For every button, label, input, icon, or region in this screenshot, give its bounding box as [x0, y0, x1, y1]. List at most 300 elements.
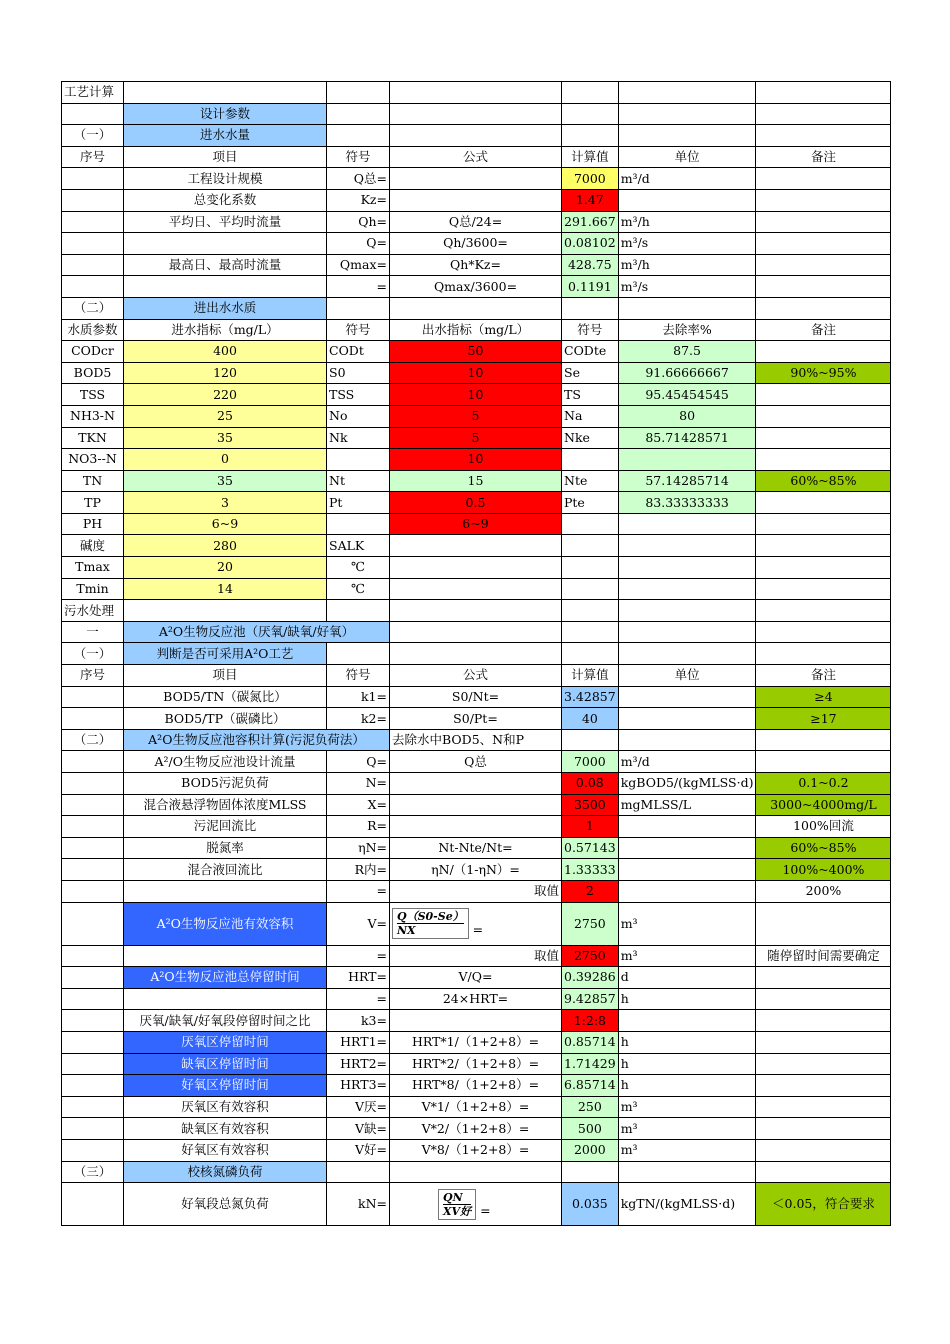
formula-cell[interactable]: 取值	[390, 945, 562, 967]
symbol-cell[interactable]: HRT3=	[327, 1075, 390, 1097]
cell[interactable]	[756, 233, 891, 255]
cell[interactable]	[124, 276, 327, 298]
symbol-cell[interactable]: TS	[562, 384, 619, 406]
param-cell[interactable]: NO3--N	[62, 449, 124, 471]
section-number[interactable]: （一）	[62, 643, 124, 665]
cell[interactable]	[562, 513, 619, 535]
unit-cell[interactable]: kgBOD5/(kgMLSS·d)	[618, 773, 756, 795]
formula-cell[interactable]: HRT*1/（1+2+8）=	[390, 1031, 562, 1053]
symbol-cell[interactable]: Q=	[327, 751, 390, 773]
cell[interactable]	[390, 643, 562, 665]
value-cell[interactable]: 0.08102	[562, 233, 619, 255]
param-cell[interactable]: NH3-N	[62, 405, 124, 427]
cell[interactable]	[756, 168, 891, 190]
cell[interactable]	[618, 557, 756, 579]
cell[interactable]	[756, 276, 891, 298]
cell[interactable]	[562, 449, 619, 471]
cell[interactable]	[62, 859, 124, 881]
cell[interactable]	[62, 1031, 124, 1053]
cell[interactable]	[390, 189, 562, 211]
cell[interactable]	[618, 859, 756, 881]
cell[interactable]	[618, 708, 756, 730]
item-cell[interactable]: BOD5/TP（碳磷比）	[124, 708, 327, 730]
cell[interactable]	[390, 168, 562, 190]
value-cell[interactable]: 2	[562, 880, 619, 902]
cell[interactable]	[327, 513, 390, 535]
header-cell[interactable]: 计算值	[562, 146, 619, 168]
unit-cell[interactable]: m³/s	[618, 276, 756, 298]
removal-cell[interactable]: 87.5	[618, 341, 756, 363]
cell[interactable]	[327, 1161, 390, 1183]
effluent-cell[interactable]: 5	[390, 405, 562, 427]
cell[interactable]	[62, 773, 124, 795]
cell[interactable]	[756, 578, 891, 600]
cell[interactable]	[62, 967, 124, 989]
header-cell[interactable]: 去除率%	[618, 319, 756, 341]
value-cell[interactable]: 40	[562, 708, 619, 730]
cell[interactable]	[124, 600, 327, 622]
value-cell[interactable]: 1.47	[562, 189, 619, 211]
value-cell[interactable]: 6.85714	[562, 1075, 619, 1097]
cell[interactable]	[327, 125, 390, 147]
cell[interactable]	[62, 686, 124, 708]
formula-cell[interactable]: V*2/（1+2+8）=	[390, 1118, 562, 1140]
header-cell[interactable]: 出水指标（mg/L）	[390, 319, 562, 341]
cell[interactable]	[62, 233, 124, 255]
value-cell[interactable]: 2750	[562, 945, 619, 967]
symbol-cell[interactable]: Nte	[562, 470, 619, 492]
cell[interactable]	[618, 103, 756, 125]
cell[interactable]	[62, 1118, 124, 1140]
value-cell[interactable]: 3.42857	[562, 686, 619, 708]
symbol-cell[interactable]: V好=	[327, 1139, 390, 1161]
cell[interactable]	[618, 125, 756, 147]
cell[interactable]	[124, 233, 327, 255]
header-cell[interactable]: 项目	[124, 665, 327, 687]
cell[interactable]	[562, 125, 619, 147]
cell[interactable]	[124, 988, 327, 1010]
cell[interactable]	[62, 880, 124, 902]
value-cell[interactable]: 250	[562, 1096, 619, 1118]
cell[interactable]	[62, 211, 124, 233]
symbol-cell[interactable]: kN=	[327, 1183, 390, 1226]
symbol-cell[interactable]: S0	[327, 362, 390, 384]
cell[interactable]	[390, 1161, 562, 1183]
influent-cell[interactable]: 3	[124, 492, 327, 514]
cell[interactable]	[62, 708, 124, 730]
param-cell[interactable]: TKN	[62, 427, 124, 449]
cell[interactable]	[62, 902, 124, 945]
cell[interactable]	[618, 729, 756, 751]
effluent-cell[interactable]: 10	[390, 362, 562, 384]
param-cell[interactable]: Tmin	[62, 578, 124, 600]
param-cell[interactable]: PH	[62, 513, 124, 535]
symbol-cell[interactable]: CODte	[562, 341, 619, 363]
value-cell[interactable]: 7000	[562, 751, 619, 773]
cell[interactable]	[62, 816, 124, 838]
formula-cell[interactable]: Qh*Kz=	[390, 254, 562, 276]
effluent-cell[interactable]: 15	[390, 470, 562, 492]
cell[interactable]	[562, 557, 619, 579]
unit-cell[interactable]: d	[618, 967, 756, 989]
unit-cell[interactable]: h	[618, 1031, 756, 1053]
cell[interactable]	[62, 1096, 124, 1118]
remark-cell[interactable]: 随停留时间需要确定	[756, 945, 891, 967]
symbol-cell[interactable]: R=	[327, 816, 390, 838]
symbol-cell[interactable]: =	[327, 880, 390, 902]
removal-cell[interactable]: 83.33333333	[618, 492, 756, 514]
symbol-cell[interactable]: V缺=	[327, 1118, 390, 1140]
value-cell[interactable]: 0.85714	[562, 1031, 619, 1053]
unit-cell[interactable]: m³/h	[618, 211, 756, 233]
symbol-cell[interactable]: =	[327, 276, 390, 298]
influent-cell[interactable]: 400	[124, 341, 327, 363]
cell[interactable]	[562, 1161, 619, 1183]
cell[interactable]	[756, 988, 891, 1010]
cell[interactable]	[756, 1161, 891, 1183]
cell[interactable]	[62, 1053, 124, 1075]
cell[interactable]	[62, 1010, 124, 1032]
remark-cell[interactable]: ＜0.05，符合要求	[756, 1183, 891, 1226]
item-cell[interactable]: A²O生物反应池有效容积	[124, 902, 327, 945]
item-cell[interactable]: 平均日、平均时流量	[124, 211, 327, 233]
cell[interactable]	[618, 643, 756, 665]
section-heading[interactable]: 校核氮磷负荷	[124, 1161, 327, 1183]
cell[interactable]	[62, 988, 124, 1010]
value-cell[interactable]: 1.71429	[562, 1053, 619, 1075]
cell[interactable]	[62, 1139, 124, 1161]
section-number[interactable]: （三）	[62, 1161, 124, 1183]
value-cell[interactable]: 1.33333	[562, 859, 619, 881]
cell[interactable]	[618, 513, 756, 535]
header-cell[interactable]: 符号	[327, 665, 390, 687]
symbol-cell[interactable]: Qmax=	[327, 254, 390, 276]
symbol-cell[interactable]: Nke	[562, 427, 619, 449]
cell[interactable]	[618, 816, 756, 838]
symbol-cell[interactable]: CODt	[327, 341, 390, 363]
cell[interactable]	[618, 297, 756, 319]
item-cell[interactable]: A²O生物反应池总停留时间	[124, 967, 327, 989]
cell[interactable]	[562, 600, 619, 622]
remark-cell[interactable]: 90%~95%	[756, 362, 891, 384]
value-cell[interactable]: 9.42857	[562, 988, 619, 1010]
cell[interactable]	[756, 1139, 891, 1161]
cell[interactable]	[756, 492, 891, 514]
cell[interactable]	[62, 254, 124, 276]
formula-cell[interactable]: Q总	[390, 751, 562, 773]
cell[interactable]	[756, 643, 891, 665]
symbol-cell[interactable]: Nt	[327, 470, 390, 492]
cell[interactable]	[62, 1075, 124, 1097]
cell[interactable]	[562, 297, 619, 319]
formula-cell[interactable]: V*1/（1+2+8）=	[390, 1096, 562, 1118]
cell[interactable]	[756, 297, 891, 319]
item-cell[interactable]: 混合液悬浮物固体浓度MLSS	[124, 794, 327, 816]
remark-cell[interactable]: ≥17	[756, 708, 891, 730]
cell[interactable]	[618, 535, 756, 557]
cell[interactable]	[756, 1010, 891, 1032]
cell[interactable]	[756, 449, 891, 471]
cell[interactable]	[756, 1053, 891, 1075]
section-heading[interactable]: 进水水量	[124, 125, 327, 147]
cell[interactable]	[562, 621, 619, 643]
formula-cell[interactable]: ηN/（1-ηN）=	[390, 859, 562, 881]
header-cell[interactable]: 项目	[124, 146, 327, 168]
cell[interactable]	[390, 816, 562, 838]
value-cell[interactable]: 0.1191	[562, 276, 619, 298]
cell[interactable]	[62, 103, 124, 125]
unit-cell[interactable]: mgMLSS/L	[618, 794, 756, 816]
section-heading[interactable]: 判断是否可采用A²O工艺	[124, 643, 327, 665]
cell[interactable]	[756, 535, 891, 557]
unit-cell[interactable]: m³	[618, 902, 756, 945]
cell[interactable]	[390, 82, 562, 104]
unit-cell[interactable]: h	[618, 1053, 756, 1075]
symbol-cell[interactable]: V=	[327, 902, 390, 945]
cell[interactable]	[327, 600, 390, 622]
formula-cell[interactable]: Qh/3600=	[390, 233, 562, 255]
value-cell[interactable]: 7000	[562, 168, 619, 190]
effluent-cell[interactable]: 10	[390, 384, 562, 406]
cell[interactable]	[562, 535, 619, 557]
cell[interactable]	[756, 189, 891, 211]
influent-cell[interactable]: 20	[124, 557, 327, 579]
value-cell[interactable]: 0.57143	[562, 837, 619, 859]
section-number[interactable]: （二）	[62, 297, 124, 319]
item-cell[interactable]: 缺氧区停留时间	[124, 1053, 327, 1075]
section-number[interactable]: （一）	[62, 125, 124, 147]
header-cell[interactable]: 计算值	[562, 665, 619, 687]
item-cell[interactable]: 混合液回流比	[124, 859, 327, 881]
formula-cell[interactable]: V*8/（1+2+8）=	[390, 1139, 562, 1161]
item-cell[interactable]: BOD5/TN（碳氮比）	[124, 686, 327, 708]
param-cell[interactable]: TP	[62, 492, 124, 514]
cell[interactable]	[756, 82, 891, 104]
formula-cell[interactable]: 24×HRT=	[390, 988, 562, 1010]
cell[interactable]	[390, 794, 562, 816]
item-cell[interactable]: 好氧段总氮负荷	[124, 1183, 327, 1226]
value-cell[interactable]: 428.75	[562, 254, 619, 276]
formula-cell[interactable]: Qmax/3600=	[390, 276, 562, 298]
cell[interactable]	[390, 578, 562, 600]
item-cell[interactable]: 厌氧区有效容积	[124, 1096, 327, 1118]
cell[interactable]	[756, 600, 891, 622]
symbol-cell[interactable]: Nk	[327, 427, 390, 449]
header-cell[interactable]: 备注	[756, 665, 891, 687]
cell[interactable]	[756, 405, 891, 427]
symbol-cell[interactable]: ηN=	[327, 837, 390, 859]
cell[interactable]	[756, 751, 891, 773]
cell[interactable]	[756, 427, 891, 449]
cell[interactable]	[618, 880, 756, 902]
symbol-cell[interactable]: Qh=	[327, 211, 390, 233]
value-cell[interactable]: 2750	[562, 902, 619, 945]
param-cell[interactable]: 碱度	[62, 535, 124, 557]
cell[interactable]	[756, 1031, 891, 1053]
symbol-cell[interactable]: ℃	[327, 578, 390, 600]
effluent-cell[interactable]: 6~9	[390, 513, 562, 535]
cell[interactable]	[618, 837, 756, 859]
cell[interactable]	[390, 621, 562, 643]
removal-cell[interactable]: 80	[618, 405, 756, 427]
cell[interactable]	[327, 643, 390, 665]
cell[interactable]	[756, 902, 891, 945]
influent-cell[interactable]: 14	[124, 578, 327, 600]
header-cell[interactable]: 符号	[327, 146, 390, 168]
cell[interactable]	[62, 751, 124, 773]
item-cell[interactable]: A²/O生物反应池设计流量	[124, 751, 327, 773]
section-number[interactable]: 一	[62, 621, 124, 643]
removal-cell[interactable]: 85.71428571	[618, 427, 756, 449]
param-cell[interactable]: TN	[62, 470, 124, 492]
cell[interactable]	[62, 945, 124, 967]
remark-cell[interactable]: 100%回流	[756, 816, 891, 838]
symbol-cell[interactable]: =	[327, 945, 390, 967]
cell[interactable]	[562, 729, 619, 751]
cell[interactable]	[327, 297, 390, 319]
item-cell[interactable]: 厌氧区停留时间	[124, 1031, 327, 1053]
unit-cell[interactable]: m³	[618, 1096, 756, 1118]
value-cell[interactable]: 1:2:8	[562, 1010, 619, 1032]
header-cell[interactable]: 单位	[618, 665, 756, 687]
remark-cell[interactable]: ≥4	[756, 686, 891, 708]
symbol-cell[interactable]: ℃	[327, 557, 390, 579]
formula-cell[interactable]: S0/Nt=	[390, 686, 562, 708]
cell[interactable]	[327, 103, 390, 125]
value-cell[interactable]: 0.035	[562, 1183, 619, 1226]
cell[interactable]	[390, 297, 562, 319]
cell[interactable]	[618, 449, 756, 471]
cell[interactable]	[756, 211, 891, 233]
cell[interactable]	[390, 773, 562, 795]
cell[interactable]	[124, 880, 327, 902]
symbol-cell[interactable]: TSS	[327, 384, 390, 406]
header-cell[interactable]: 备注	[756, 146, 891, 168]
remark-cell[interactable]: 60%~85%	[756, 470, 891, 492]
symbol-cell[interactable]: Se	[562, 362, 619, 384]
section-number[interactable]: （二）	[62, 729, 124, 751]
cell[interactable]	[756, 254, 891, 276]
removal-cell[interactable]: 91.66666667	[618, 362, 756, 384]
influent-cell[interactable]: 25	[124, 405, 327, 427]
symbol-cell[interactable]: SALK	[327, 535, 390, 557]
header-cell[interactable]: 水质参数	[62, 319, 124, 341]
symbol-cell[interactable]: k2=	[327, 708, 390, 730]
cell[interactable]	[327, 82, 390, 104]
symbol-cell[interactable]: k1=	[327, 686, 390, 708]
cell[interactable]: 工艺计算	[62, 82, 124, 104]
cell[interactable]	[756, 384, 891, 406]
influent-cell[interactable]: 0	[124, 449, 327, 471]
formula-cell[interactable]: S0/Pt=	[390, 708, 562, 730]
remark-cell[interactable]: 200%	[756, 880, 891, 902]
formula-cell[interactable]: Nt-Nte/Nt=	[390, 837, 562, 859]
section-heading[interactable]: 进出水水质	[124, 297, 327, 319]
symbol-cell[interactable]: HRT=	[327, 967, 390, 989]
value-cell[interactable]: 0.08	[562, 773, 619, 795]
value-cell[interactable]: 1	[562, 816, 619, 838]
cell[interactable]	[390, 535, 562, 557]
cell[interactable]	[562, 643, 619, 665]
item-cell[interactable]: 好氧区停留时间	[124, 1075, 327, 1097]
header-cell[interactable]: 符号	[562, 319, 619, 341]
param-cell[interactable]: TSS	[62, 384, 124, 406]
symbol-cell[interactable]: Q=	[327, 233, 390, 255]
item-cell[interactable]: 总变化系数	[124, 189, 327, 211]
cell[interactable]	[562, 82, 619, 104]
note-cell[interactable]: 去除水中BOD5、N和P	[390, 729, 562, 751]
unit-cell[interactable]: m³	[618, 1118, 756, 1140]
influent-cell[interactable]: 280	[124, 535, 327, 557]
influent-cell[interactable]: 35	[124, 427, 327, 449]
item-cell[interactable]: 厌氧/缺氧/好氧段停留时间之比	[124, 1010, 327, 1032]
symbol-cell[interactable]: k3=	[327, 1010, 390, 1032]
influent-cell[interactable]: 220	[124, 384, 327, 406]
cell[interactable]	[618, 82, 756, 104]
cell[interactable]	[756, 125, 891, 147]
item-cell[interactable]: BOD5污泥负荷	[124, 773, 327, 795]
symbol-cell[interactable]: =	[327, 988, 390, 1010]
effluent-cell[interactable]: 50	[390, 341, 562, 363]
cell[interactable]	[62, 276, 124, 298]
cell[interactable]	[756, 341, 891, 363]
cell[interactable]	[756, 557, 891, 579]
item-cell[interactable]: 缺氧区有效容积	[124, 1118, 327, 1140]
symbol-cell[interactable]: No	[327, 405, 390, 427]
cell[interactable]	[124, 945, 327, 967]
cell[interactable]	[62, 794, 124, 816]
remark-cell[interactable]: 3000~4000mg/L	[756, 794, 891, 816]
header-cell[interactable]: 公式	[390, 146, 562, 168]
item-cell[interactable]: 污泥回流比	[124, 816, 327, 838]
cell[interactable]	[618, 686, 756, 708]
item-cell[interactable]: 脱氮率	[124, 837, 327, 859]
value-cell[interactable]: 0.39286	[562, 967, 619, 989]
param-cell[interactable]: Tmax	[62, 557, 124, 579]
cell[interactable]	[327, 449, 390, 471]
cell[interactable]	[618, 189, 756, 211]
header-cell[interactable]: 序号	[62, 665, 124, 687]
cell[interactable]	[756, 729, 891, 751]
cell[interactable]	[618, 578, 756, 600]
removal-cell[interactable]: 95.45454545	[618, 384, 756, 406]
cell[interactable]	[562, 578, 619, 600]
unit-cell[interactable]: m³/d	[618, 168, 756, 190]
value-cell[interactable]: 2000	[562, 1139, 619, 1161]
cell[interactable]	[756, 1118, 891, 1140]
symbol-cell[interactable]: V厌=	[327, 1096, 390, 1118]
section-heading[interactable]: A²O生物反应池（厌氧/缺氧/好氧）	[124, 621, 390, 643]
header-cell[interactable]: 进水指标（mg/L）	[124, 319, 327, 341]
cell[interactable]	[618, 621, 756, 643]
item-cell[interactable]: 工程设计规模	[124, 168, 327, 190]
formula-cell[interactable]: V/Q=	[390, 967, 562, 989]
cell[interactable]	[390, 557, 562, 579]
section-title[interactable]: 污水处理	[62, 600, 124, 622]
formula-cell[interactable]: HRT*2/（1+2+8）=	[390, 1053, 562, 1075]
unit-cell[interactable]: m³/h	[618, 254, 756, 276]
cell[interactable]	[62, 1183, 124, 1226]
header-cell[interactable]: 符号	[327, 319, 390, 341]
section-heading[interactable]: 设计参数	[124, 103, 327, 125]
formula-cell[interactable]	[390, 1183, 562, 1226]
effluent-cell[interactable]: 10	[390, 449, 562, 471]
header-cell[interactable]: 单位	[618, 146, 756, 168]
formula-cell[interactable]: 取值	[390, 880, 562, 902]
remark-cell[interactable]: 60%~85%	[756, 837, 891, 859]
removal-cell[interactable]: 57.14285714	[618, 470, 756, 492]
formula-cell[interactable]: HRT*8/（1+2+8）=	[390, 1075, 562, 1097]
